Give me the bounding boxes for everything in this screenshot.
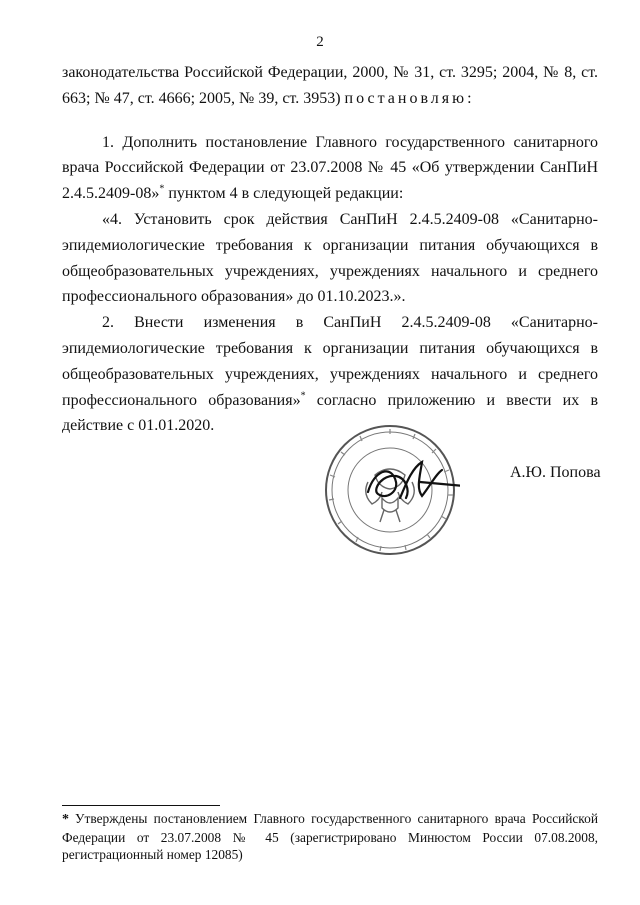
footnote-mark: * (62, 812, 69, 827)
signature-block (320, 420, 620, 560)
item-1-tail: пунктом 4 в следующей редакции: (164, 185, 404, 203)
document-body (62, 60, 598, 439)
intro-paragraph (62, 60, 598, 112)
signer-name: А.Ю. Попова (510, 464, 601, 481)
official-seal-icon (320, 420, 460, 560)
quote-paragraph: «4. Установить срок действия СанПиН 2.4.5.2409-08 «Санитарно-эпидемиологические требования к организации питания обучающихся в общеобразовательных учреждениях, учреждениях начального и среднего профессионального образования» до 01.10.2023.». (62, 210, 598, 306)
item-2-tail: согласно приложению и ввести их в действие с 01.01.2020. (62, 391, 599, 435)
item-1-text: 1. Дополнить постановление Главного государственного санитарного врача Российской Федерации от 23.07.2008 № 45 «Об утверждении СанПиН 2.4.5.2409-08» (62, 133, 598, 203)
footnote-divider (62, 805, 220, 806)
item-1-paragraph (62, 130, 598, 207)
page-number: 2 (316, 34, 324, 50)
intro-keyword: постановляю: (344, 89, 475, 107)
footnote-text: Утверждены постановлением Главного государственного санитарного врача Российской Федерации от 23.07.2008 № 45 (зарегистрировано Минюстом России 07.08.2008, регистрационный номер 12085) (62, 811, 598, 862)
item-2-text: 2. Внести изменения в СанПиН 2.4.5.2409-08 «Санитарно-эпидемиологические требования к организации питания обучающихся в общеобразовательных учреждениях, учреждениях начального и среднего профессионального образования» (62, 314, 598, 409)
item-2-footnote-mark: * (300, 390, 306, 402)
intro-text: законодательства Российской Федерации, 2000, № 31, ст. 3295; 2004, № 8, ст. 663; № 47, ст. 4666; 2005, № 39, ст. 3953) (62, 64, 598, 107)
item-1-footnote-mark: * (159, 183, 165, 195)
footnote (62, 810, 598, 864)
